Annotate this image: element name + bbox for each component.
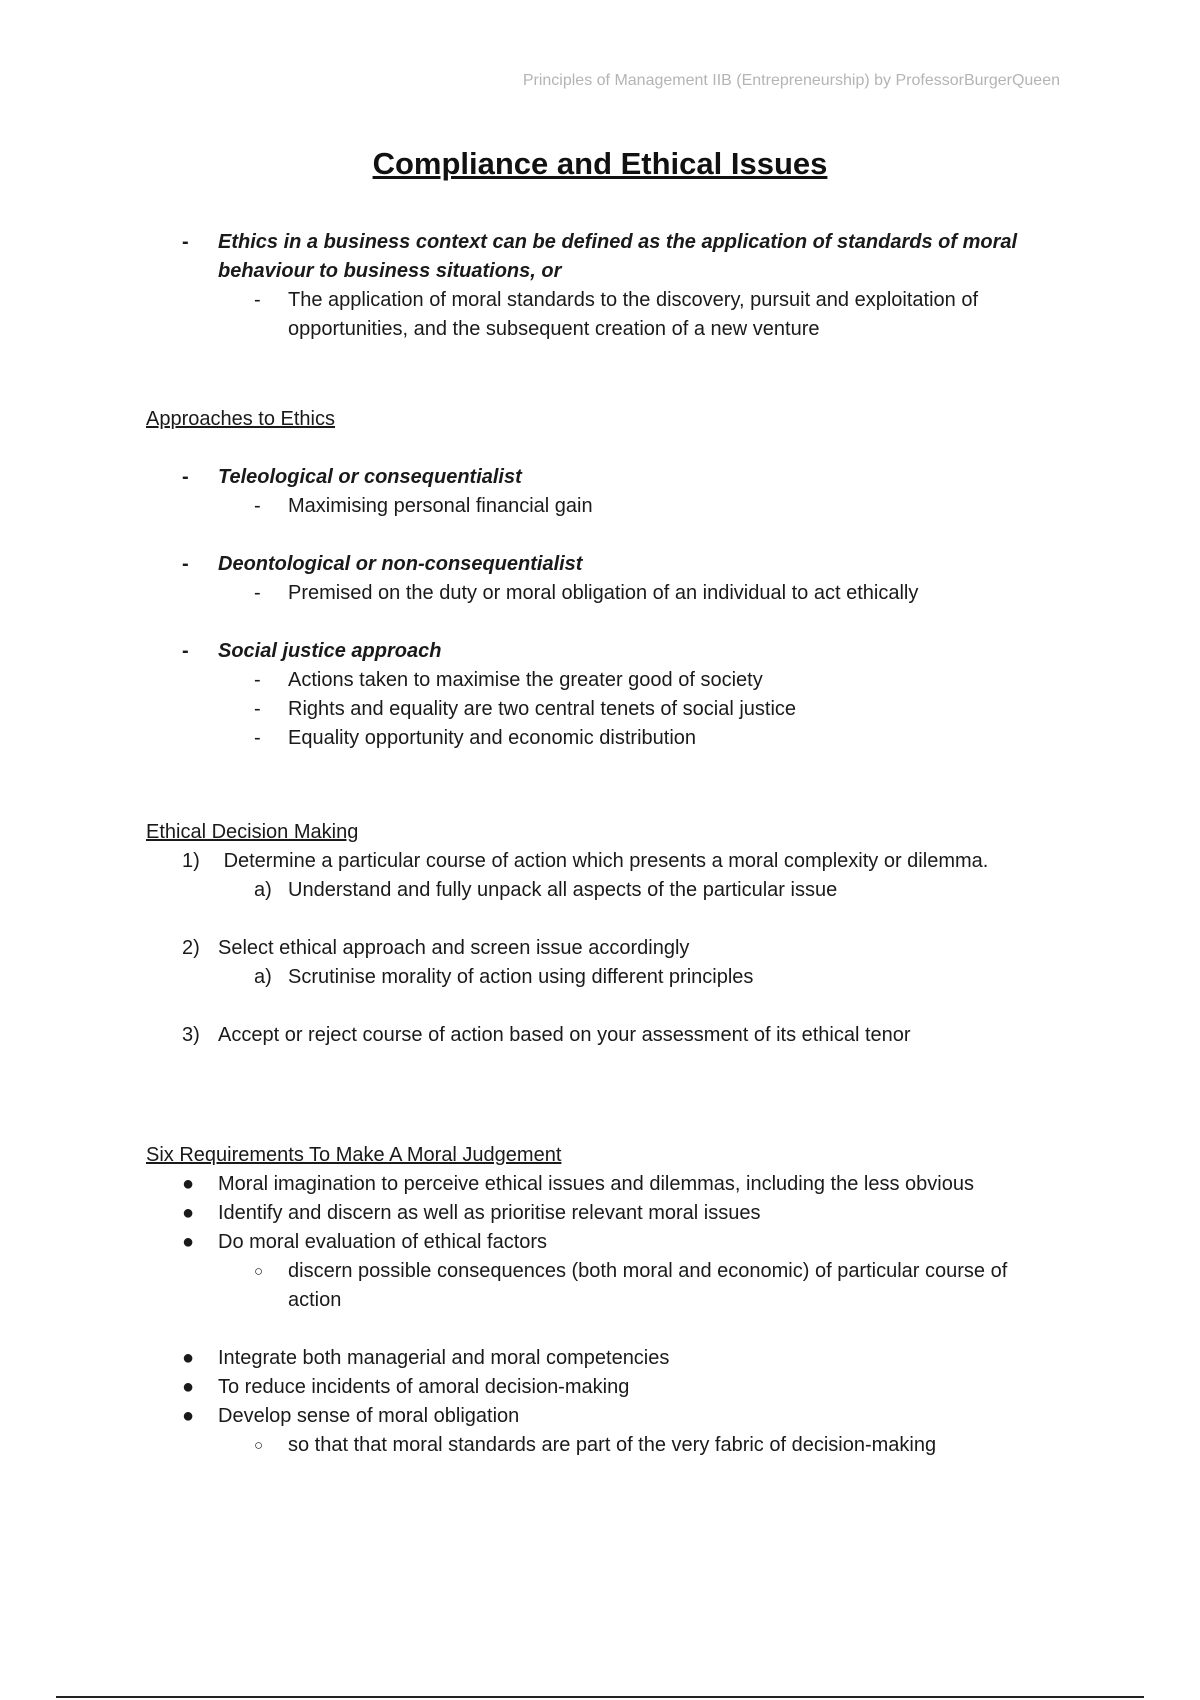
approaches-heading: Approaches to Ethics [146, 408, 335, 430]
approach-label: Teleological or consequentialist [218, 466, 522, 488]
dash-bullet: - [254, 698, 261, 720]
substep-text: Understand and fully unpack all aspects of the particular issue [288, 879, 838, 901]
approach-subitem [146, 695, 1066, 724]
step-number: 3) [182, 1024, 200, 1046]
bullet-icon: ● [182, 1202, 195, 1224]
approach-sub-text: Rights and equality are two central tenets of social justice [288, 698, 797, 720]
requirements-section [146, 1141, 1066, 1460]
bullet-icon: ● [182, 1376, 195, 1398]
dash-bullet: - [254, 727, 261, 749]
requirement-item [146, 1199, 1066, 1228]
requirement-item [146, 1170, 1066, 1199]
intro-section [146, 228, 1066, 344]
requirement-item [146, 1373, 1066, 1402]
requirement-text: Moral imagination to perceive ethical issues and dilemmas, including the less obvious [218, 1173, 974, 1195]
circle-bullet-icon: ○ [254, 1263, 264, 1280]
requirements-heading: Six Requirements To Make A Moral Judgement [146, 1144, 562, 1166]
step-number: 1) [182, 850, 200, 872]
decision-step [146, 847, 1066, 876]
requirement-sub-text: so that that moral standards are part of the very fabric of decision-making [288, 1434, 937, 1456]
dash-bullet: - [254, 495, 261, 517]
bullet-icon: ● [182, 1405, 195, 1427]
approach-subitem [146, 492, 1066, 521]
decision-step [146, 1021, 1066, 1050]
requirement-item [146, 1402, 1066, 1431]
dash-bullet: - [254, 289, 261, 311]
page-header: Principles of Management IIB (Entrepreneurship) by ProfessorBurgerQueen [522, 72, 1060, 89]
step-text: Accept or reject course of action based on your assessment of its ethical tenor [218, 1024, 911, 1046]
bullet-icon: ● [182, 1173, 195, 1195]
approach-subitem [146, 666, 1066, 695]
step-text: Select ethical approach and screen issue accordingly [218, 937, 690, 959]
dash-bullet: - [182, 640, 189, 662]
approach-subitem [146, 724, 1066, 753]
intro-item [146, 228, 1066, 286]
approach-item [146, 550, 1066, 579]
substep-marker: a) [254, 966, 272, 988]
approach-sub-text: Equality opportunity and economic distribution [288, 727, 697, 749]
approach-label: Social justice approach [218, 640, 442, 662]
approach-item [146, 463, 1066, 492]
requirement-text: Develop sense of moral obligation [218, 1405, 520, 1427]
requirement-text: Do moral evaluation of ethical factors [218, 1231, 548, 1253]
requirement-sub-text: discern possible consequences (both moral and economic) of particular course of action [288, 1260, 1008, 1311]
substep-marker: a) [254, 879, 272, 901]
step-number: 2) [182, 937, 200, 959]
decision-heading: Ethical Decision Making [146, 821, 359, 843]
requirement-subitem [146, 1431, 1066, 1460]
decision-step [146, 934, 1066, 963]
requirement-item [146, 1228, 1066, 1257]
requirement-text: To reduce incidents of amoral decision-making [218, 1376, 630, 1398]
page-title: Compliance and Ethical Issues [372, 146, 828, 181]
intro-sub-text: The application of moral standards to the discovery, pursuit and exploitation of opportunities, and the subsequent creation of a new venture [288, 289, 979, 340]
page-bottom-divider [56, 1696, 1144, 1698]
intro-text: Ethics in a business context can be defined as the application of standards of moral behaviour to business situations, or [218, 231, 1018, 282]
dash-bullet: - [254, 669, 261, 691]
intro-subitem [146, 286, 1066, 344]
requirement-text: Identify and discern as well as prioritise relevant moral issues [218, 1202, 761, 1224]
decision-substep [146, 963, 1066, 992]
dash-bullet: - [182, 231, 189, 253]
requirement-item [146, 1344, 1066, 1373]
requirement-subitem [146, 1257, 1066, 1315]
step-text: Determine a particular course of action which presents a moral complexity or dilemma. [218, 850, 989, 872]
decision-substep [146, 876, 1066, 905]
approach-label: Deontological or non-consequentialist [218, 553, 583, 575]
bullet-icon: ● [182, 1231, 195, 1253]
substep-text: Scrutinise morality of action using different principles [288, 966, 754, 988]
dash-bullet: - [182, 466, 189, 488]
approach-item [146, 637, 1066, 666]
approach-sub-text: Actions taken to maximise the greater good of society [288, 669, 763, 691]
decision-section [146, 818, 1066, 1050]
bullet-icon: ● [182, 1347, 195, 1369]
approach-subitem [146, 579, 1066, 608]
approaches-section [146, 405, 1066, 753]
requirement-text: Integrate both managerial and moral competencies [218, 1347, 670, 1369]
approach-sub-text: Premised on the duty or moral obligation of an individual to act ethically [288, 582, 919, 604]
approach-sub-text: Maximising personal financial gain [288, 495, 593, 517]
dash-bullet: - [182, 553, 189, 575]
circle-bullet-icon: ○ [254, 1437, 264, 1454]
dash-bullet: - [254, 582, 261, 604]
